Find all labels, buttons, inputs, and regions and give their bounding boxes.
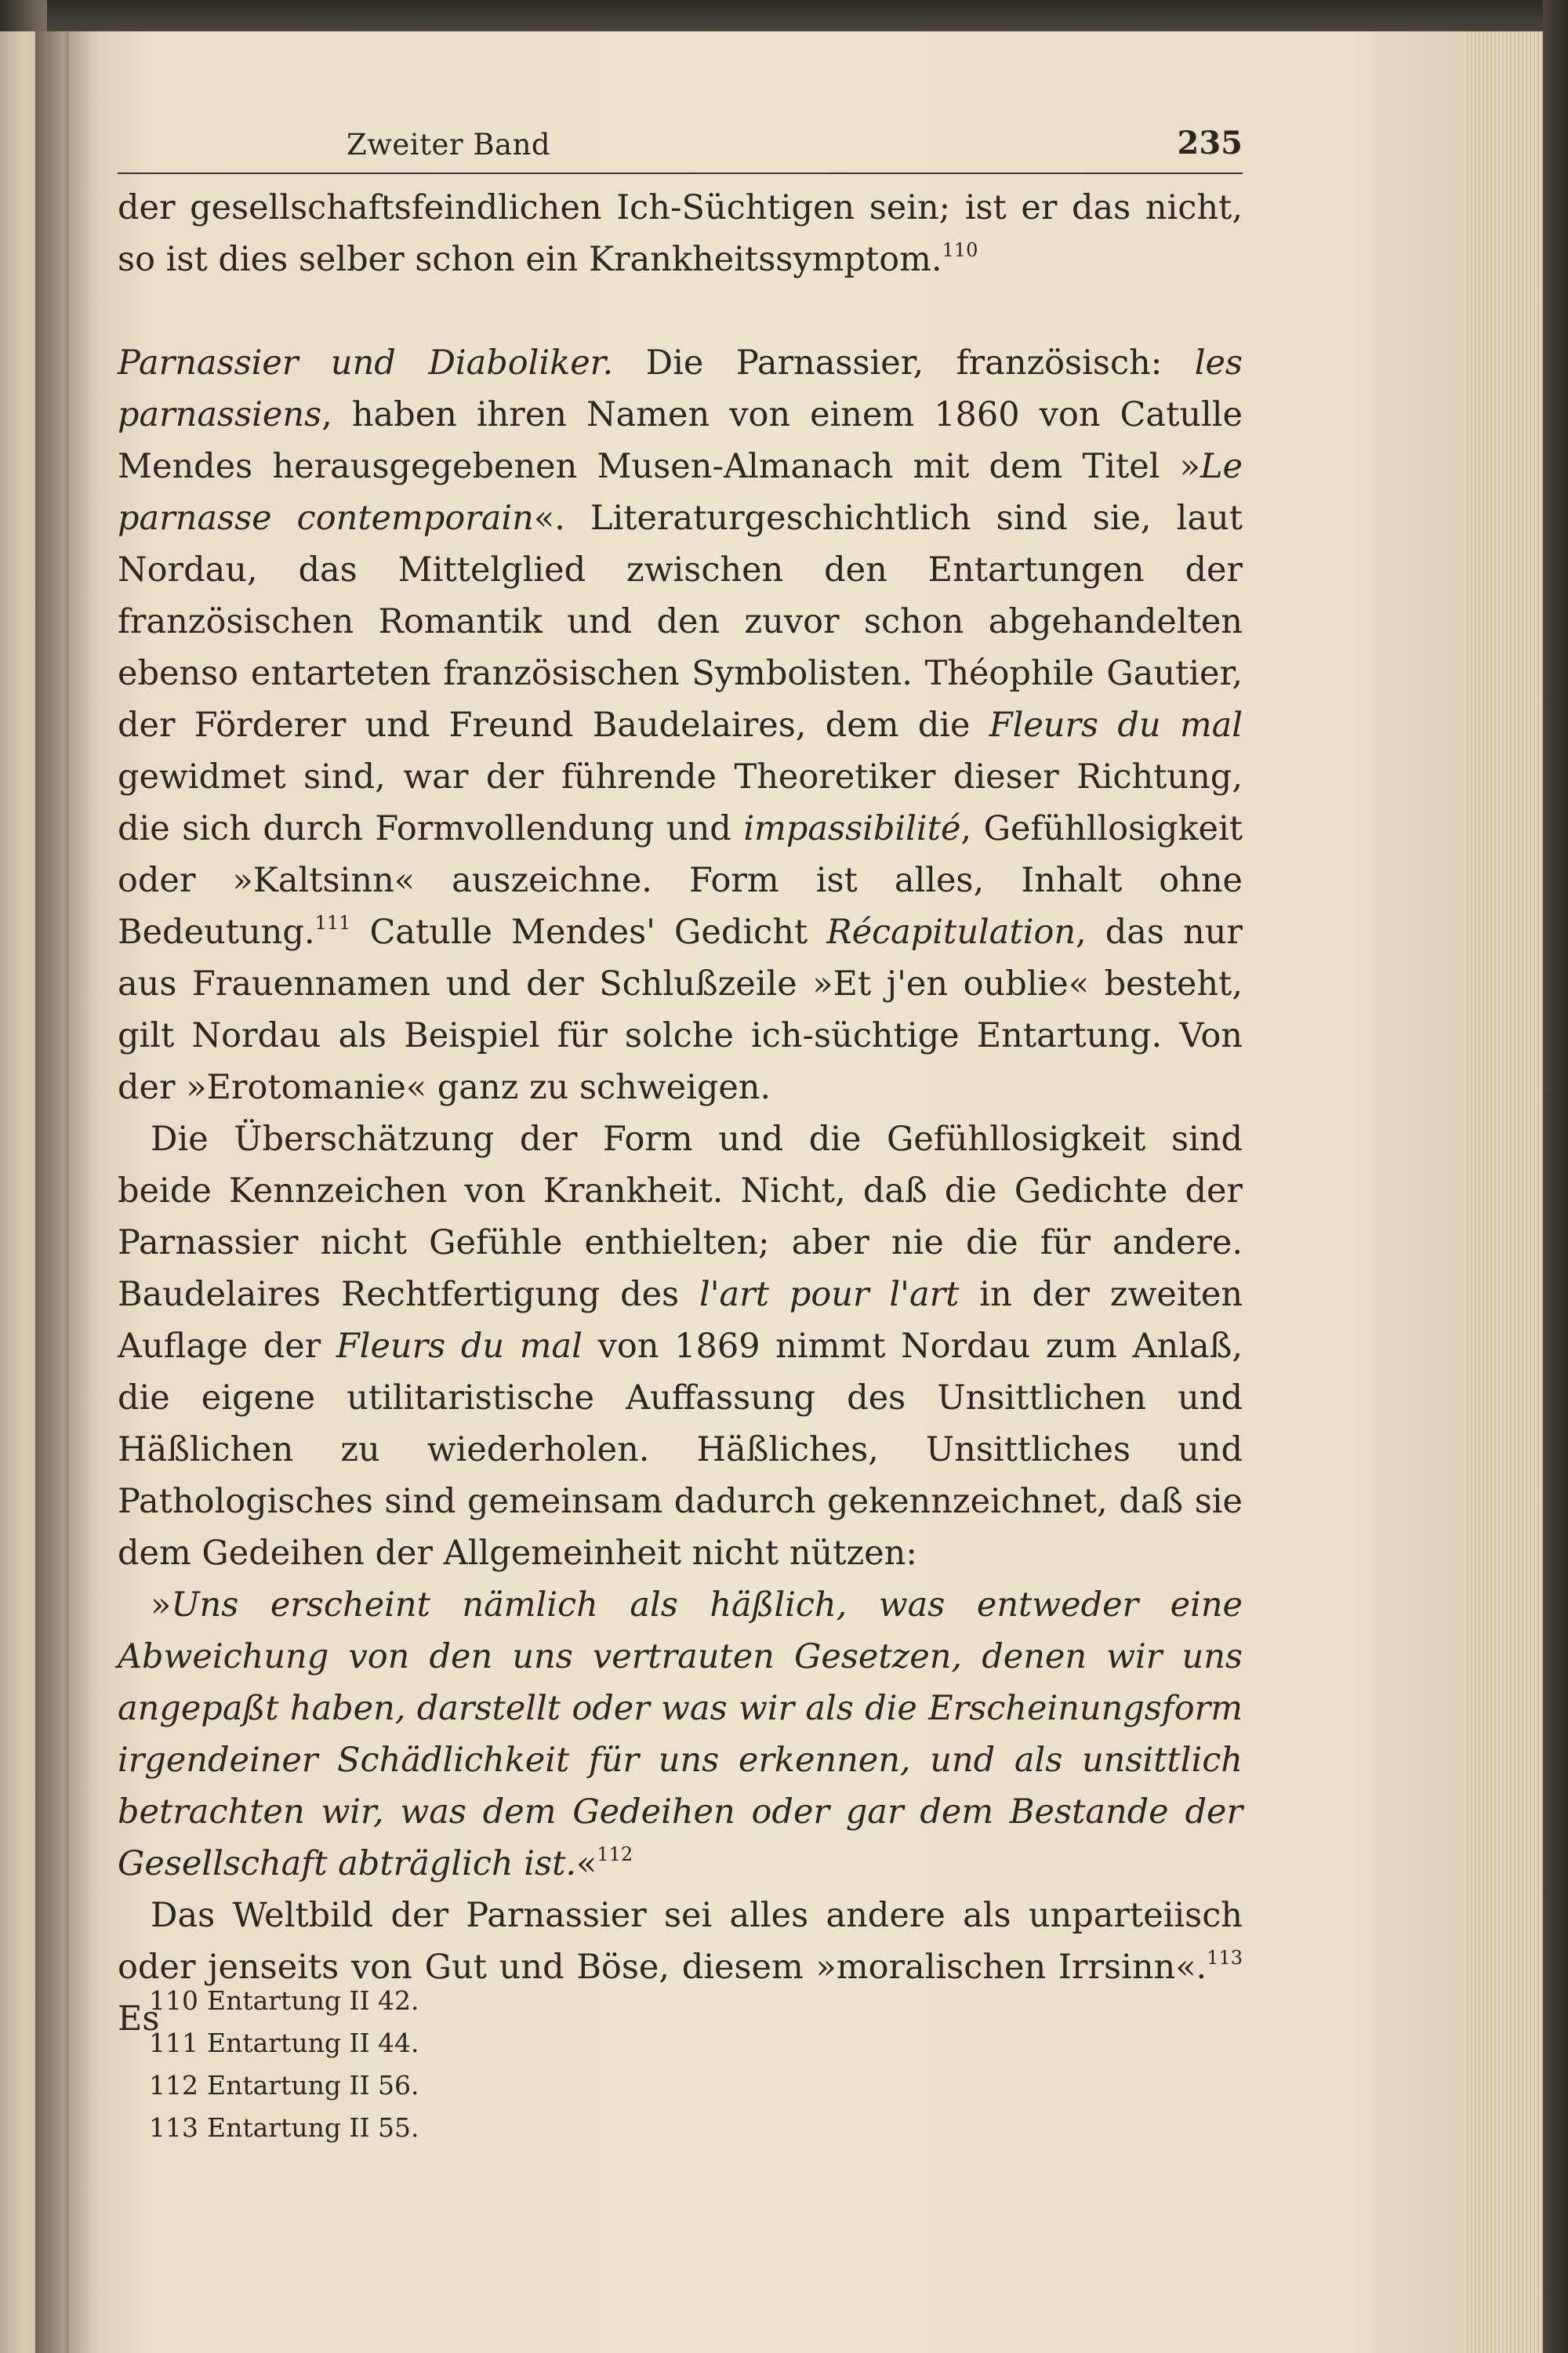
footnote-ref-111: 111 <box>314 912 351 934</box>
paragraph-text: «. Literaturgeschichtlich sind sie, laut Nordau, das Mittelglied zwischen den Entartungen der französischen Romantik und den zuvor schon abgehandelten ebenso entarteten französischen Symbolisten. Théophile Gautier, der Förderer und Freund Baudelaires, dem die <box>118 499 1243 745</box>
italic-term: les parnassiens <box>118 343 1243 434</box>
paragraph-text: Catulle Mendes' Gedicht <box>350 913 827 952</box>
footnote-ref-110: 110 <box>942 239 978 261</box>
footnote-number: 113 <box>149 2112 198 2143</box>
quote-mark: « <box>576 1844 597 1883</box>
italic-title: Fleurs du mal <box>336 1327 583 1366</box>
paragraph-text: , das nur aus Frauennamen und der Schlußzeile »Et j'en oublie« besteht, gilt Nordau als Beispiel für solche ich-süchtige Entartung. Von der »Erotomanie« ganz zu schweigen. <box>118 913 1243 1107</box>
page-content <box>118 118 1243 2045</box>
scan-backdrop-top <box>0 0 1568 31</box>
italic-term: impassibilité <box>743 809 961 848</box>
footnote-number: 110 <box>149 1985 198 2016</box>
gutter-shadow <box>35 31 98 2353</box>
section-heading: Parnassier und Diaboliker. <box>118 343 614 383</box>
footnote-110 <box>149 1980 419 2022</box>
footnote-ref-113: 113 <box>1207 1947 1243 1969</box>
footnote-text: Entartung II 42. <box>207 1985 419 2016</box>
block-quote <box>118 1579 1243 1890</box>
footnote-text: Entartung II 55. <box>207 2112 419 2143</box>
page-stack-edge <box>1465 31 1543 2353</box>
paragraph-1 <box>118 182 1243 285</box>
footnote-111 <box>149 2022 419 2064</box>
paragraph-text: Die Parnassier, französisch: <box>613 343 1195 383</box>
footnote-ref-112: 112 <box>597 1843 633 1865</box>
scan-backdrop-right <box>1543 0 1568 2353</box>
facing-page-edge <box>0 31 35 2353</box>
footnote-text: Entartung II 56. <box>207 2070 419 2101</box>
footnotes <box>149 1980 419 2149</box>
quote-mark: » <box>151 1585 172 1625</box>
paragraph-text: , haben ihren Namen von einem 1860 von Catulle Mendes herausgegebenen Musen-Almanach mit dem Titel » <box>118 395 1243 486</box>
italic-title: Récapitulation <box>826 913 1076 952</box>
paragraph-text: Das Weltbild der Parnassier sei alles andere als unparteiisch oder jenseits von Gut und Böse, diesem »moralischen Irrsinn«. <box>118 1896 1243 1987</box>
quote-text: Uns erscheint nämlich als häßlich, was entweder eine Abweichung von den uns vertrauten Gesetzen, denen wir uns angepaßt haben, darstellt oder was wir als die Erscheinungsform irgendeiner Schädlichkeit für uns erkennen, und als unsittlich betrachten wir, was dem Gedeihen oder gar dem Bestande der Gesellschaft abträglich ist. <box>118 1585 1243 1883</box>
paragraph-text: in der zweiten Auflage der <box>118 1275 1243 1366</box>
running-head-title: Zweiter Band <box>347 128 551 162</box>
italic-title: Fleurs du mal <box>989 706 1243 745</box>
footnote-112 <box>149 2064 419 2107</box>
paragraph-2 <box>118 337 1243 1113</box>
paragraph-text: Die Überschätzung der Form und die Gefühllosigkeit sind beide Kennzeichen von Krankheit. Nicht, daß die Gedichte der Parnassier nicht Gefühle enthielten; aber nie die für andere. Baudelaires Rechtfertigung des <box>118 1120 1243 1314</box>
footnote-number: 111 <box>149 2028 198 2058</box>
paragraph-3 <box>118 1113 1243 1579</box>
running-head <box>118 118 1243 174</box>
footnote-text: Entartung II 44. <box>207 2028 419 2058</box>
italic-title: Le parnasse contemporain <box>118 447 1243 538</box>
footnote-113 <box>149 2107 419 2149</box>
page-number: 235 <box>1177 125 1243 162</box>
paragraph-text: Es <box>118 1999 160 2039</box>
paragraph-text: von 1869 nimmt Nordau zum Anlaß, die eigene utilitaristische Auffassung des Unsittlichen und Häßlichen zu wiederholen. Häßliches, Unsittliches und Pathologisches sind gemeinsam dadurch gekennzeichnet, daß sie dem Gedeihen der Allgemeinheit nicht nützen: <box>118 1327 1243 1573</box>
paragraph-text: gewidmet sind, war der führende Theoretiker dieser Richtung, die sich durch Formvollendung und <box>118 757 1243 848</box>
body-text <box>118 182 1243 2045</box>
paragraph-text: der gesellschaftsfeindlichen Ich-Süchtigen sein; ist er das nicht, so ist dies selber schon ein Krankheitssymptom. <box>118 188 1243 279</box>
footnote-number: 112 <box>149 2070 198 2101</box>
italic-term: l'art pour l'art <box>699 1275 960 1314</box>
paragraph-text: , Gefühllosigkeit oder »Kaltsinn« auszeichne. Form ist alles, Inhalt ohne Bedeutung. <box>118 809 1243 952</box>
